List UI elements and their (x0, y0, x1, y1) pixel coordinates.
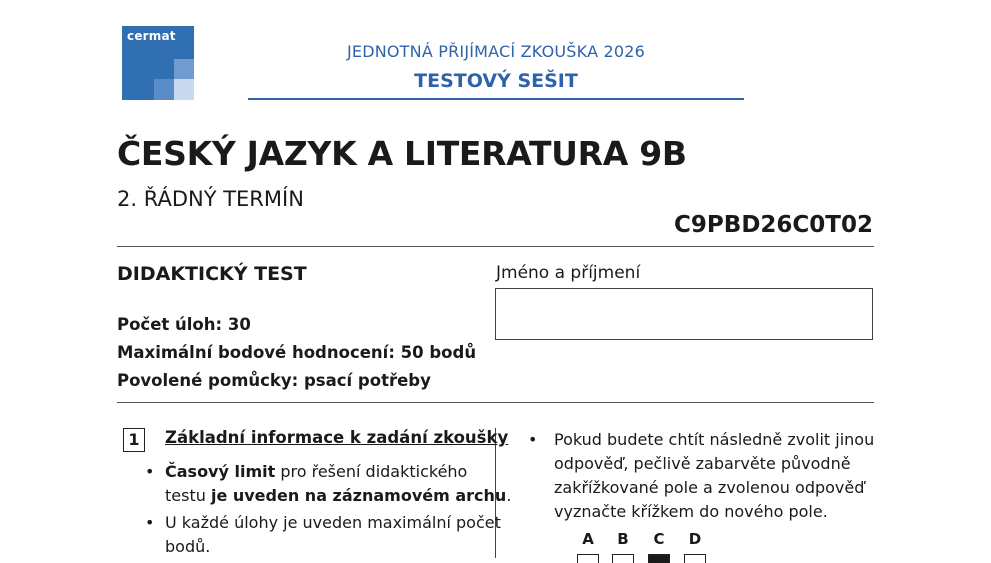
bullet-text: pro řešení didaktického (275, 462, 468, 481)
bullet-text: U každé úlohy je uveden maximální počet (165, 513, 501, 532)
bullet-text: testu (165, 486, 211, 505)
exam-name: JEDNOTNÁ PŘIJÍMACÍ ZKOUŠKA 2026 (346, 42, 646, 61)
test-code: C9PBD26C0T02 (674, 212, 873, 238)
option-label-b: B (617, 530, 629, 548)
allowed-aids: Povolené pomůcky: psací potřeby (117, 371, 431, 390)
test-type: DIDAKTICKÝ TEST (117, 263, 307, 285)
task-count: Počet úloh: 30 (117, 315, 251, 334)
bullet-text: vyznačte křížkem do nového pole. (554, 502, 828, 521)
bullet-text: . (506, 486, 512, 505)
bullet-dot: • (528, 430, 538, 449)
max-points: Maximální bodové hodnocení: 50 bodů (117, 343, 477, 362)
option-box-b (612, 554, 634, 563)
logo-text: cermat (127, 29, 176, 43)
divider (117, 402, 874, 403)
booklet-label: TESTOVÝ SEŠIT (414, 70, 578, 92)
emphasis: Časový limit (165, 462, 276, 481)
section-heading: Základní informace k zadání zkoušky (165, 428, 509, 447)
divider (117, 246, 874, 247)
list-item (145, 460, 512, 508)
list-item (528, 428, 875, 524)
option-label-c: C (653, 530, 665, 548)
bullet-dot: • (145, 462, 155, 481)
bullet-dot: • (145, 513, 155, 532)
option-label-a: A (582, 530, 594, 548)
name-field[interactable] (495, 288, 873, 340)
section-number: 1 (123, 428, 145, 452)
logo-square (174, 59, 194, 79)
name-label: Jméno a příjmení (496, 263, 641, 283)
bullet-text: Pokud budete chtít následně zvolit jinou (554, 430, 875, 449)
logo-square (174, 79, 194, 100)
option-label-d: D (688, 530, 702, 548)
logo-square (154, 79, 174, 100)
page-title: ČESKÝ JAZYK A LITERATURA 9B (117, 134, 687, 173)
option-box-d (684, 554, 706, 563)
header-rule (248, 98, 744, 100)
list-item (145, 511, 501, 559)
bullet-text: odpověď, pečlivě zabarvěte původně (554, 454, 851, 473)
emphasis: je uveden na záznamovém archu (210, 486, 507, 505)
bullet-text: zakřížkované pole a zvolenou odpověď (554, 478, 865, 497)
bullet-text: bodů. (165, 537, 211, 556)
option-box-a (577, 554, 599, 563)
term-label: 2. ŘÁDNÝ TERMÍN (117, 187, 304, 211)
option-box-c (648, 554, 670, 563)
